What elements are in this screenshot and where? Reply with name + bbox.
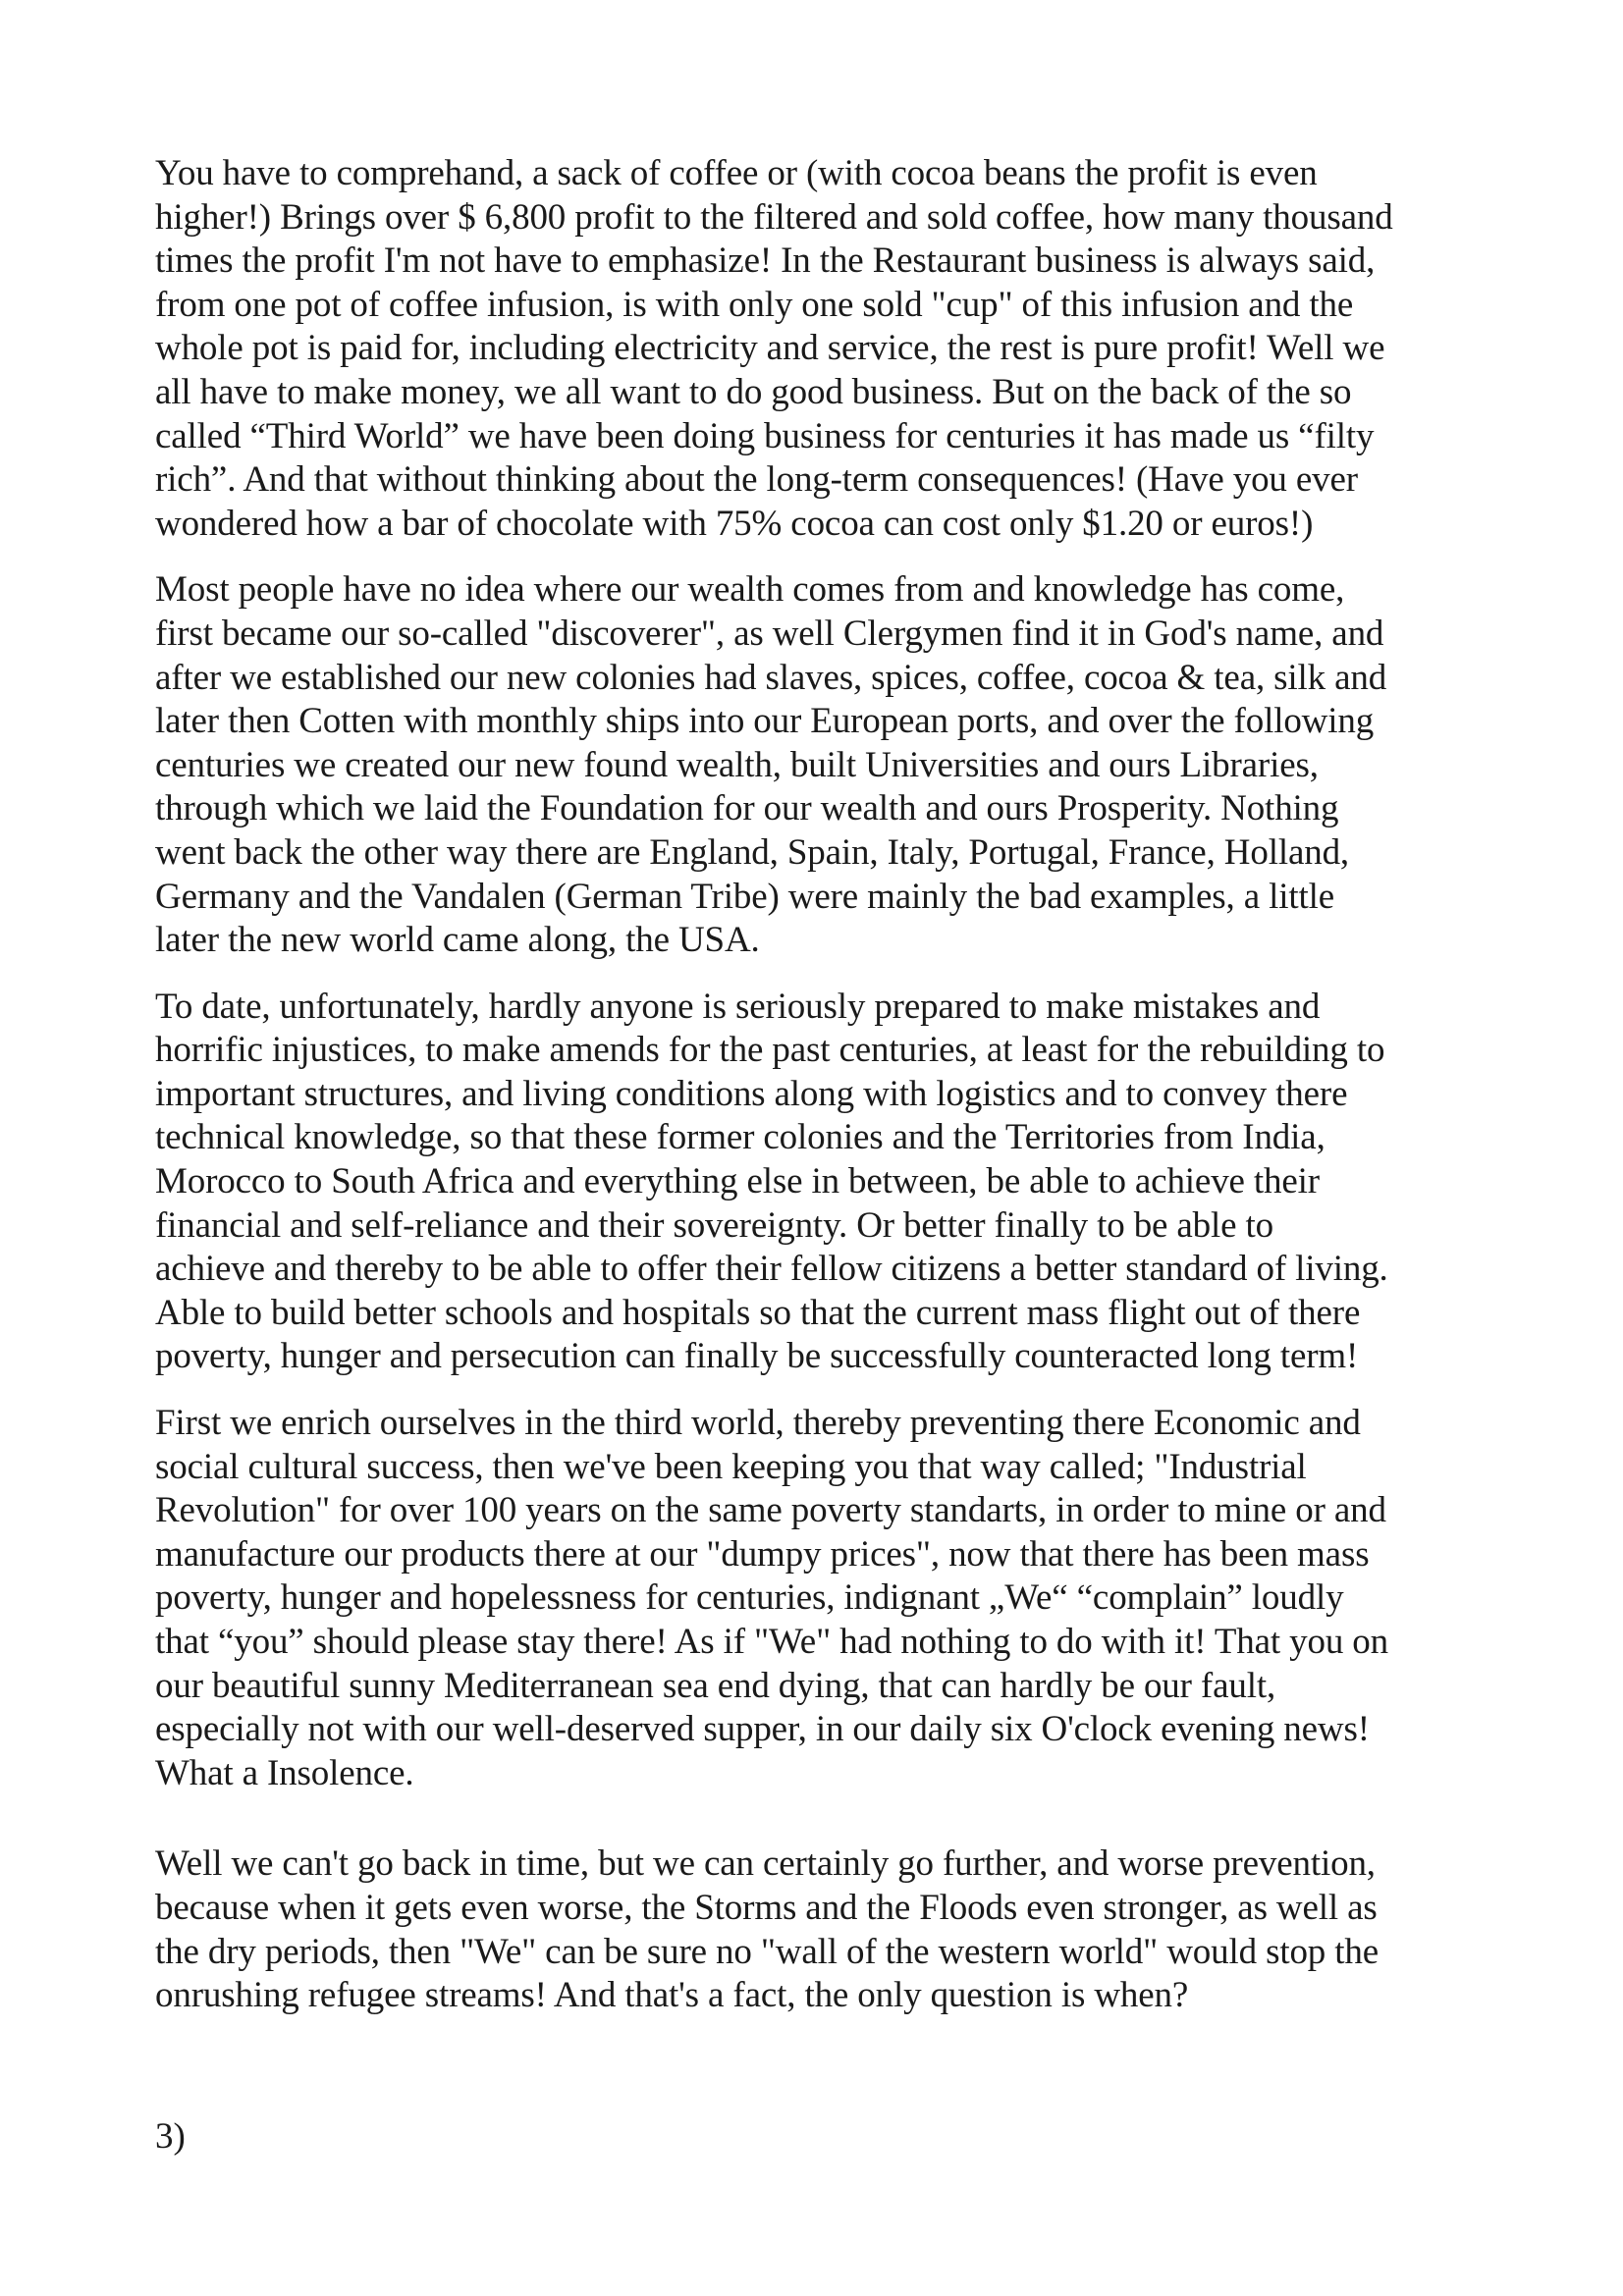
paragraph-5 (155, 1842, 1510, 2017)
text-line: Well we can't go back in time, but we can certainly go further, and worse prevention, (155, 1843, 1376, 1885)
text-line: later then Cotten with monthly ships into our European ports, and over the following (155, 701, 1375, 742)
text-line: from one pot of coffee infusion, is with only one sold "cup" of this infusion and the (155, 284, 1354, 325)
paragraph-4 (155, 1402, 1510, 1795)
text-line: called “Third World” we have been doing business for centuries it has made us “filty (155, 415, 1375, 456)
text-line: To date, unfortunately, hardly anyone is seriously prepared to make mistakes and (155, 986, 1321, 1027)
text-line: achieve and thereby to be able to offer their fellow citizens a better standard of living. (155, 1249, 1388, 1290)
text-line: later the new world came along, the USA. (155, 920, 760, 961)
text-line: poverty, hunger and persecution can finally be successfully counteracted long term! (155, 1336, 1359, 1377)
text-line: first became our so-called "discoverer", as well Clergymen find it in God's name, and (155, 613, 1384, 654)
text-line: times the profit I'm not have to emphasize! In the Restaurant business is always said, (155, 240, 1376, 282)
text-line: the dry periods, then "We" can be sure no "wall of the western world" would stop the (155, 1931, 1379, 1972)
text-line: centuries we created our new found wealth, built Universities and ours Libraries, (155, 744, 1319, 785)
text-line: technical knowledge, so that these former colonies and the Territories from India, (155, 1117, 1325, 1158)
text-line: that “you” should please stay there! As if "We" had nothing to do with it! That you on (155, 1622, 1388, 1662)
text-line: Morocco to South Africa and everything else in between, be able to achieve their (155, 1161, 1320, 1202)
text-line: higher!) Brings over $ 6,800 profit to the filtered and sold coffee, how many thousand (155, 196, 1393, 238)
text-line: wondered how a bar of chocolate with 75% cocoa can cost only $1.20 or euros!) (155, 503, 1314, 544)
text-line: Germany and the Vandalen (German Tribe) were mainly the bad examples, a little (155, 876, 1335, 917)
text-line: our beautiful sunny Mediterranean sea end dying, that can hardly be our fault, (155, 1665, 1276, 1706)
text-line: You have to comprehand, a sack of coffee or (with cocoa beans the profit is even (155, 153, 1318, 193)
text-line: important structures, and living conditions along with logistics and to convey there (155, 1073, 1348, 1114)
text-line: First we enrich ourselves in the third world, thereby preventing there Economic and (155, 1403, 1361, 1444)
text-line: financial and self-reliance and their sovereignty. Or better finally to be able to (155, 1204, 1274, 1246)
text-line: whole pot is paid for, including electricity and service, the rest is pure profit! Well we (155, 328, 1385, 369)
text-line: manufacture our products there at our "dumpy prices", now that there has been mass (155, 1533, 1370, 1575)
body-text (155, 152, 1510, 2041)
paragraph-1 (155, 152, 1510, 546)
text-line: Revolution" for over 100 years on the same poverty standarts, in order to mine or and (155, 1490, 1386, 1531)
text-line: poverty, hunger and hopelessness for centuries, indignant „We“ “complain” loudly (155, 1577, 1344, 1619)
text-line: Able to build better schools and hospitals so that the current mass flight out of there (155, 1292, 1361, 1333)
text-line: because when it gets even worse, the Storms and the Floods even stronger, as well as (155, 1887, 1378, 1928)
text-line: rich”. And that without thinking about the long-term consequences! (Have you ever (155, 459, 1358, 501)
text-line: especially not with our well-deserved supper, in our daily six O'clock evening news! (155, 1709, 1370, 1750)
text-line: Most people have no idea where our wealth comes from and knowledge has come, (155, 569, 1345, 611)
page-number: 3) (155, 2116, 186, 2157)
text-line: went back the other way there are England, Spain, Italy, Portugal, France, Holland, (155, 831, 1350, 873)
text-line: all have to make money, we all want to do good business. But on the back of the so (155, 371, 1352, 412)
text-line: after we established our new colonies had slaves, spices, coffee, cocoa & tea, silk and (155, 657, 1387, 698)
paragraph-2 (155, 568, 1510, 962)
text-line: horrific injustices, to make amends for the past centuries, at least for the rebuilding to (155, 1030, 1385, 1071)
text-line: What a Insolence. (155, 1752, 414, 1793)
text-line: onrushing refugee streams! And that's a fact, the only question is when? (155, 1975, 1189, 2016)
text-line: through which we laid the Foundation for our wealth and ours Prosperity. Nothing (155, 788, 1339, 829)
text-line: social cultural success, then we've been keeping you that way called; "Industrial (155, 1446, 1307, 1487)
paragraph-3 (155, 986, 1510, 1379)
